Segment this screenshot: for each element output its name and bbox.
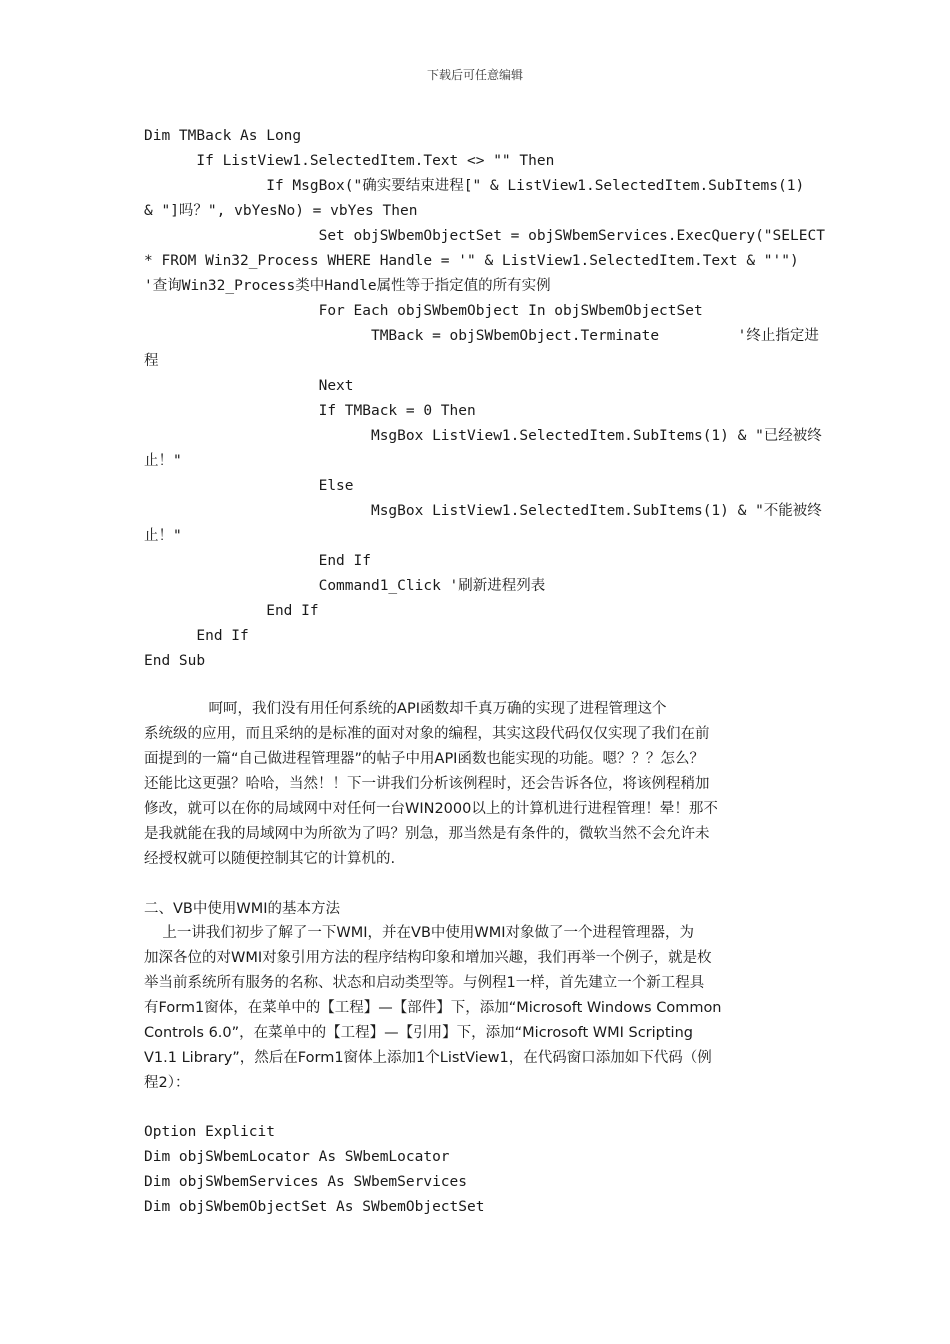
code-block-1	[144, 124, 825, 674]
code-line: End If	[144, 553, 371, 569]
code-line: If ListView1.SelectedItem.Text <> "" Then	[144, 153, 555, 169]
paragraph-line: 经授权就可以随便控制其它的计算机的.	[144, 851, 396, 867]
paragraph-2	[144, 921, 808, 1096]
paragraph-line: 举当前系统所有服务的名称、状态和启动类型等。与例程1一样，首先建立一个新工程具	[144, 975, 705, 991]
code-line: End Sub	[144, 653, 206, 669]
code-line: Dim TMBack As Long	[144, 128, 302, 144]
code-line: End If	[144, 603, 319, 619]
code-line: End If	[144, 628, 249, 644]
code-line: '查询Win32_Process类中Handle属性等于指定值的所有实例	[144, 278, 551, 294]
paragraph-line: 有Form1窗体，在菜单中的【工程】—【部件】下，添加“Microsoft Windows Common	[144, 1000, 722, 1016]
code-line: Next	[144, 378, 354, 394]
paragraph-line: V1.1 Library”，然后在Form1窗体上添加1个ListView1，在代码窗口添加如下代码（例	[144, 1050, 712, 1066]
page-header: 下载后可任意编辑	[426, 68, 523, 82]
section-title: 二、VB中使用WMI的基本方法	[144, 901, 340, 917]
paragraph-line: 修改，就可以在你的局域网中对任何一台WIN2000以上的计算机进行进程管理！晕！那不	[144, 801, 718, 817]
code-line: 程	[144, 353, 159, 369]
code-line: & "]吗？", vbYesNo) = vbYes Then	[144, 203, 418, 219]
code-line: Dim objSWbemLocator As SWbemLocator	[144, 1149, 450, 1165]
code-line: 止！"	[144, 528, 182, 544]
paragraph-line: Controls 6.0”，在菜单中的【工程】—【引用】下，添加“Microsoft WMI Scripting	[144, 1025, 693, 1041]
paragraph-line: 还能比这更强？哈哈，当然！！下一讲我们分析该例程时，还会告诉各位，将该例程稍加	[144, 776, 710, 792]
paragraph-line: 程2）：	[144, 1075, 190, 1091]
code-block-2	[144, 1120, 808, 1220]
paragraph-line: 呵呵，我们没有用任何系统的API函数却千真万确的实现了进程管理这个	[144, 701, 667, 717]
code-line: * FROM Win32_Process WHERE Handle = '" & ListView1.SelectedItem.Text & "'")	[144, 253, 799, 269]
code-line: If TMBack = 0 Then	[144, 403, 476, 419]
code-line: Option Explicit	[144, 1124, 275, 1140]
code-line: Else	[144, 478, 354, 494]
code-line: 止！"	[144, 453, 182, 469]
code-line: TMBack = objSWbemObject.Terminate '终止指定进	[144, 328, 819, 344]
paragraph-line: 系统级的应用，而且采纳的是标准的面对对象的编程，其实这段代码仅仅实现了我们在前	[144, 726, 710, 742]
code-line: If MsgBox("确实要结束进程[" & ListView1.SelectedItem.SubItems(1)	[144, 178, 805, 194]
paragraph-line: 加深各位的对WMI对象引用方法的程序结构印象和增加兴趣，我们再举一个例子，就是枚	[144, 950, 712, 966]
code-line: Set objSWbemObjectSet = objSWbemServices.ExecQuery("SELECT	[144, 228, 825, 244]
code-line: MsgBox ListView1.SelectedItem.SubItems(1) & "不能被终	[144, 503, 822, 519]
paragraph-line: 面提到的一篇“自己做进程管理器”的帖子中用API函数也能实现的功能。嗯？？？怎么？	[144, 751, 704, 767]
paragraph-line: 是我就能在我的局域网中为所欲为了吗？别急，那当然是有条件的，微软当然不会允许未	[144, 826, 710, 842]
code-line: Command1_Click '刷新进程列表	[144, 578, 546, 594]
paragraph-1	[144, 697, 808, 872]
section-heading	[144, 897, 808, 922]
paragraph-line: 上一讲我们初步了解了一下WMI，并在VB中使用WMI对象做了一个进程管理器，为	[144, 925, 695, 941]
code-line: Dim objSWbemObjectSet As SWbemObjectSet	[144, 1199, 485, 1215]
code-line: Dim objSWbemServices As SWbemServices	[144, 1174, 468, 1190]
code-line: MsgBox ListView1.SelectedItem.SubItems(1) & "已经被终	[144, 428, 822, 444]
code-line: For Each objSWbemObject In objSWbemObjectSet	[144, 303, 703, 319]
